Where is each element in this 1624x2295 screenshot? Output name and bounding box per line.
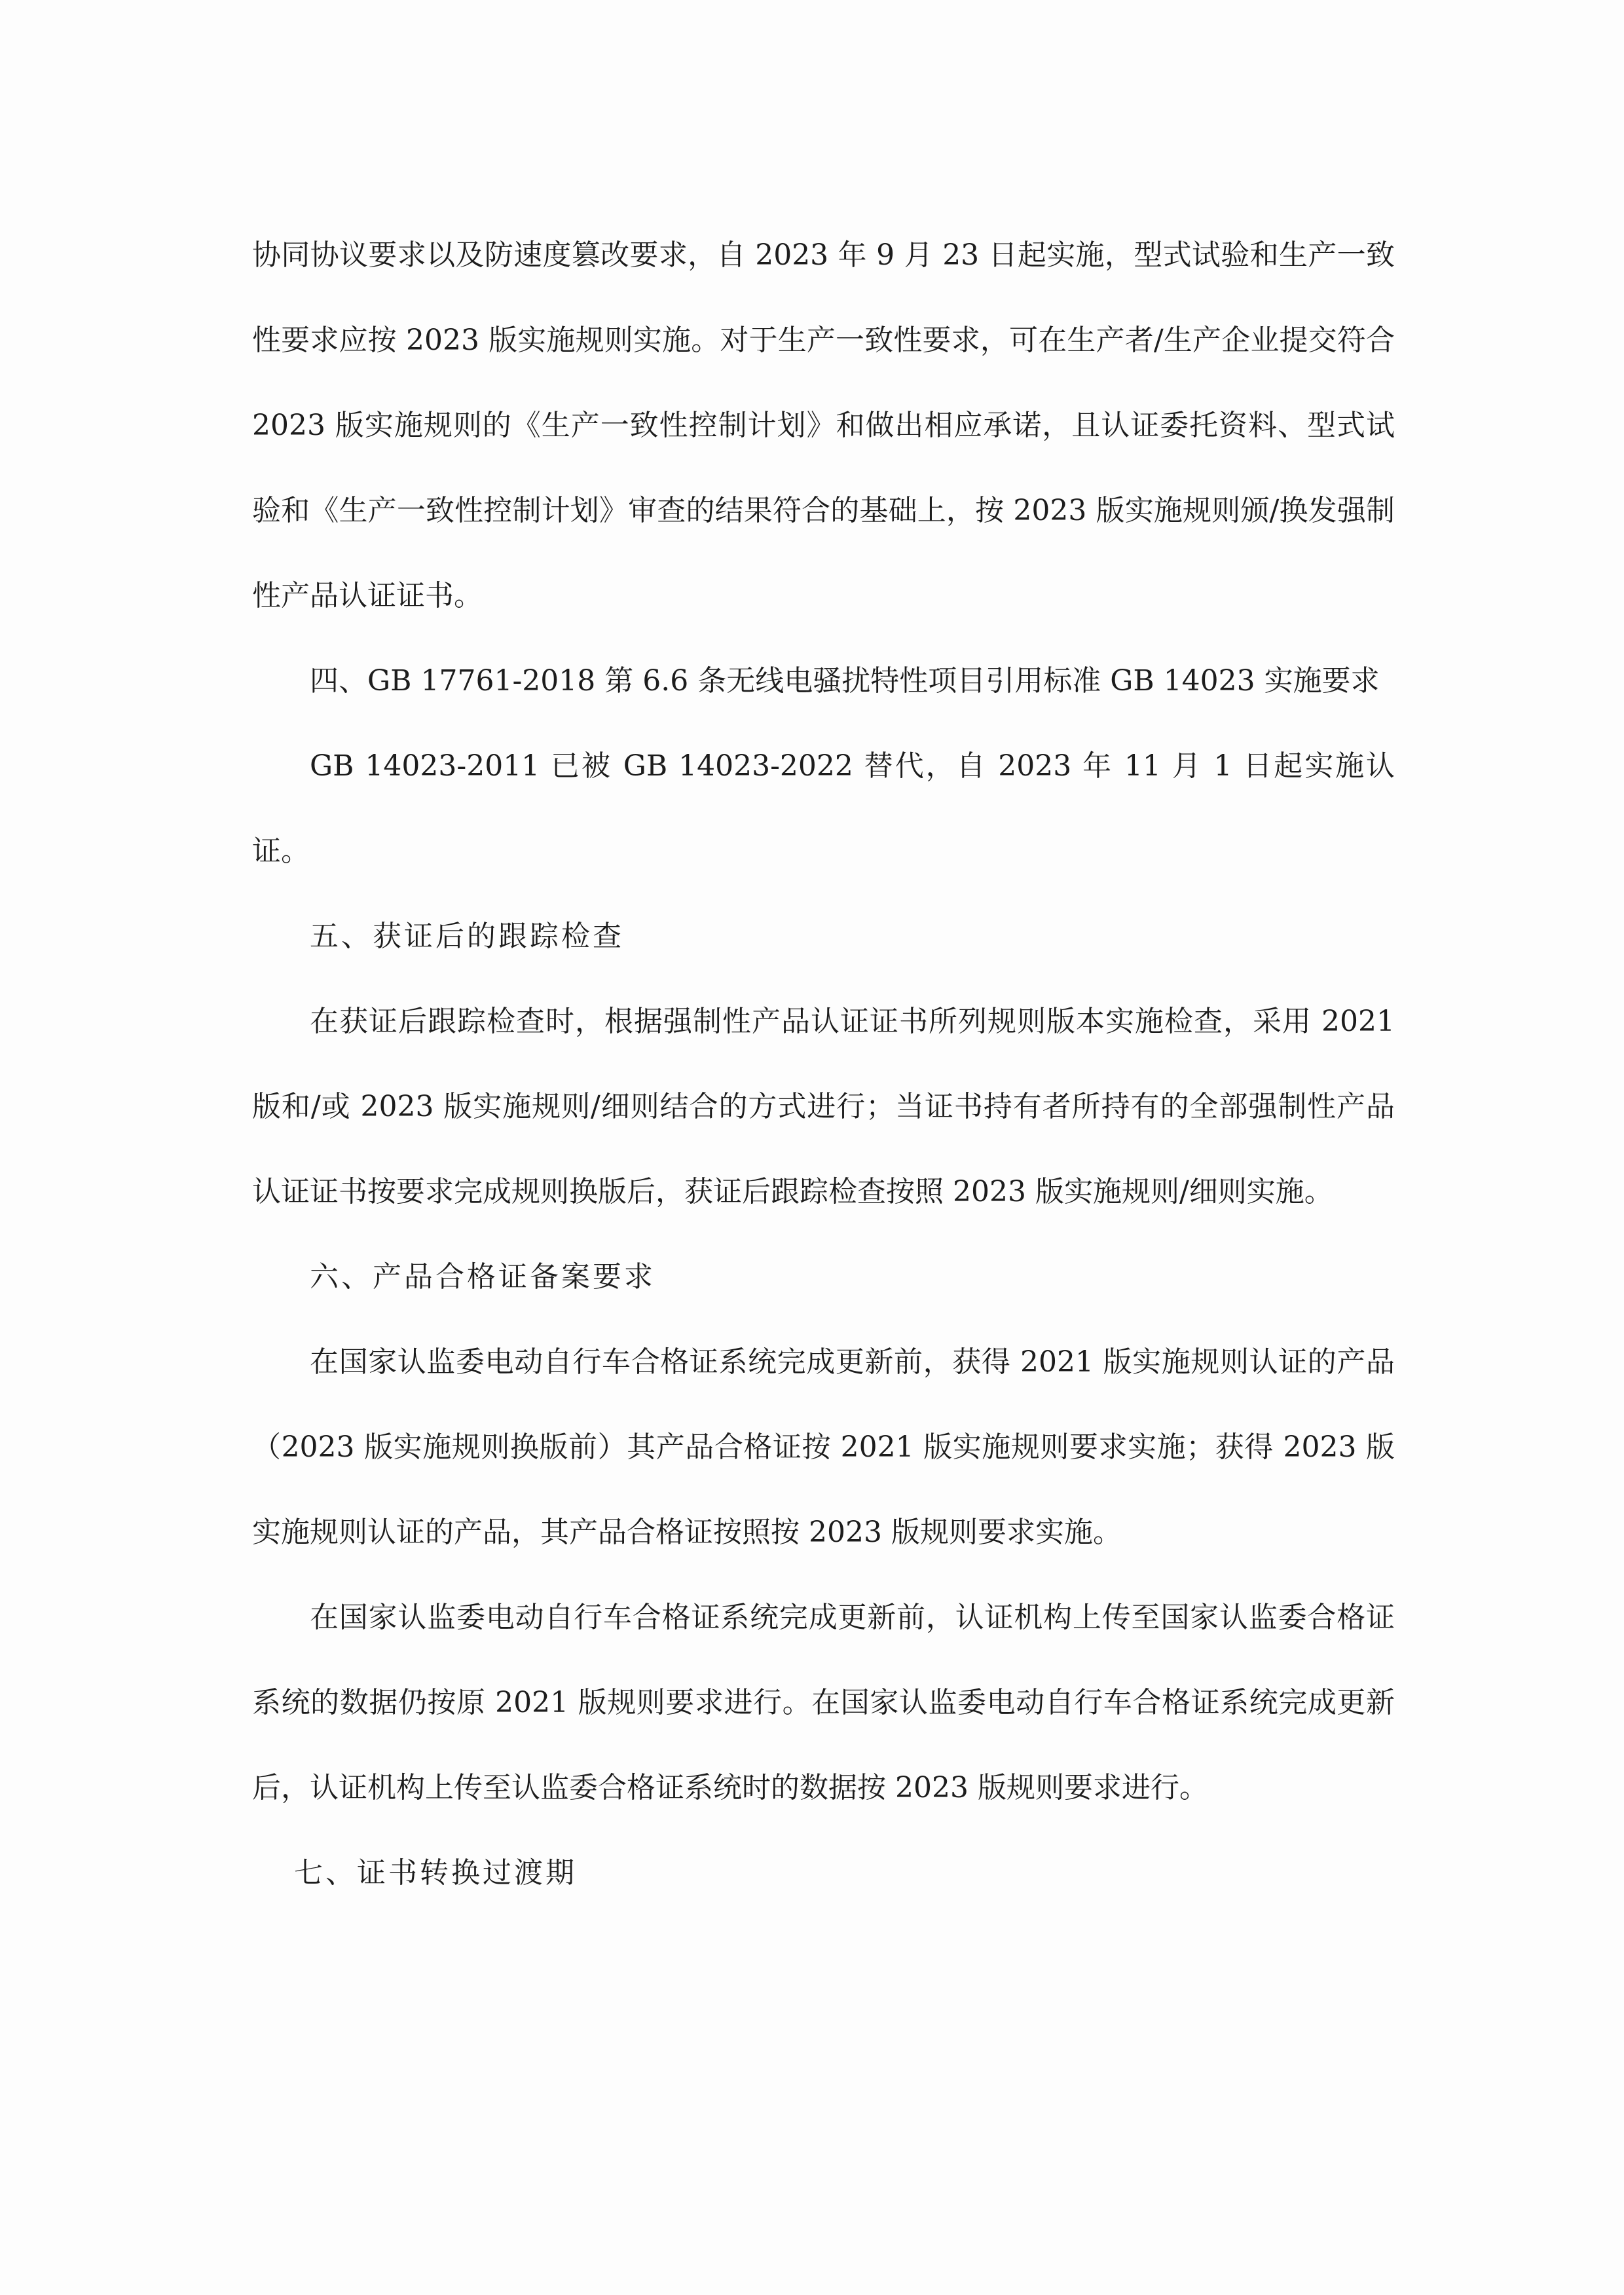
section-heading-6: 六、产品合格证备案要求 xyxy=(310,1260,655,1294)
paragraph-continuation: 协同协议要求以及防速度篡改要求，自 2023 年 9 月 23 日起实施，型式试验和生产一致性要求应按 2023 版实施规则实施。对于生产一致性要求，可在生产者/生产企业提交符合 2023 版实施规则的《生产一致性控制计划》和做出相应承诺，且认证委托资料、型式试验和《生产一致性控制计划》审查的结果符合的基础上，按 2023 版实施规则颁/换发强制性产品认证证书。 xyxy=(252,238,1395,612)
section-heading-5: 五、获证后的跟踪检查 xyxy=(310,920,624,953)
document-body xyxy=(252,213,1395,1916)
section-body-6-second: 在国家认监委电动自行车合格证系统完成更新前，认证机构上传至国家认监委合格证系统的数据仍按原 2021 版规则要求进行。在国家认监委电动自行车合格证系统完成更新后，认证机构上传至认监委合格证系统时的数据按 2023 版规则要求进行。 xyxy=(252,1601,1395,1804)
section-body-6-first: 在国家认监委电动自行车合格证系统完成更新前，获得 2021 版实施规则认证的产品（2023 版实施规则换版前）其产品合格证按 2021 版实施规则要求实施；获得 2023 版实施规则认证的产品，其产品合格证按照按 2023 版规则要求实施。 xyxy=(252,1345,1395,1549)
section-body-4: GB 14023-2011 已被 GB 14023-2022 替代，自 2023 年 11 月 1 日起实施认证。 xyxy=(252,749,1395,868)
section-body-5: 在获证后跟踪检查时，根据强制性产品认证证书所列规则版本实施检查，采用 2021 版和/或 2023 版实施规则/细则结合的方式进行；当证书持有者所持有的全部强制性产品认证证书按要求完成规则换版后，获证后跟踪检查按照 2023 版实施规则/细则实施。 xyxy=(252,1005,1395,1208)
section-heading-4: 四、GB 17761-2018 第 6.6 条无线电骚扰特性项目引用标准 GB 14023 实施要求 xyxy=(310,664,1380,698)
section-heading-7: 七、证书转换过渡期 xyxy=(294,1856,577,1890)
